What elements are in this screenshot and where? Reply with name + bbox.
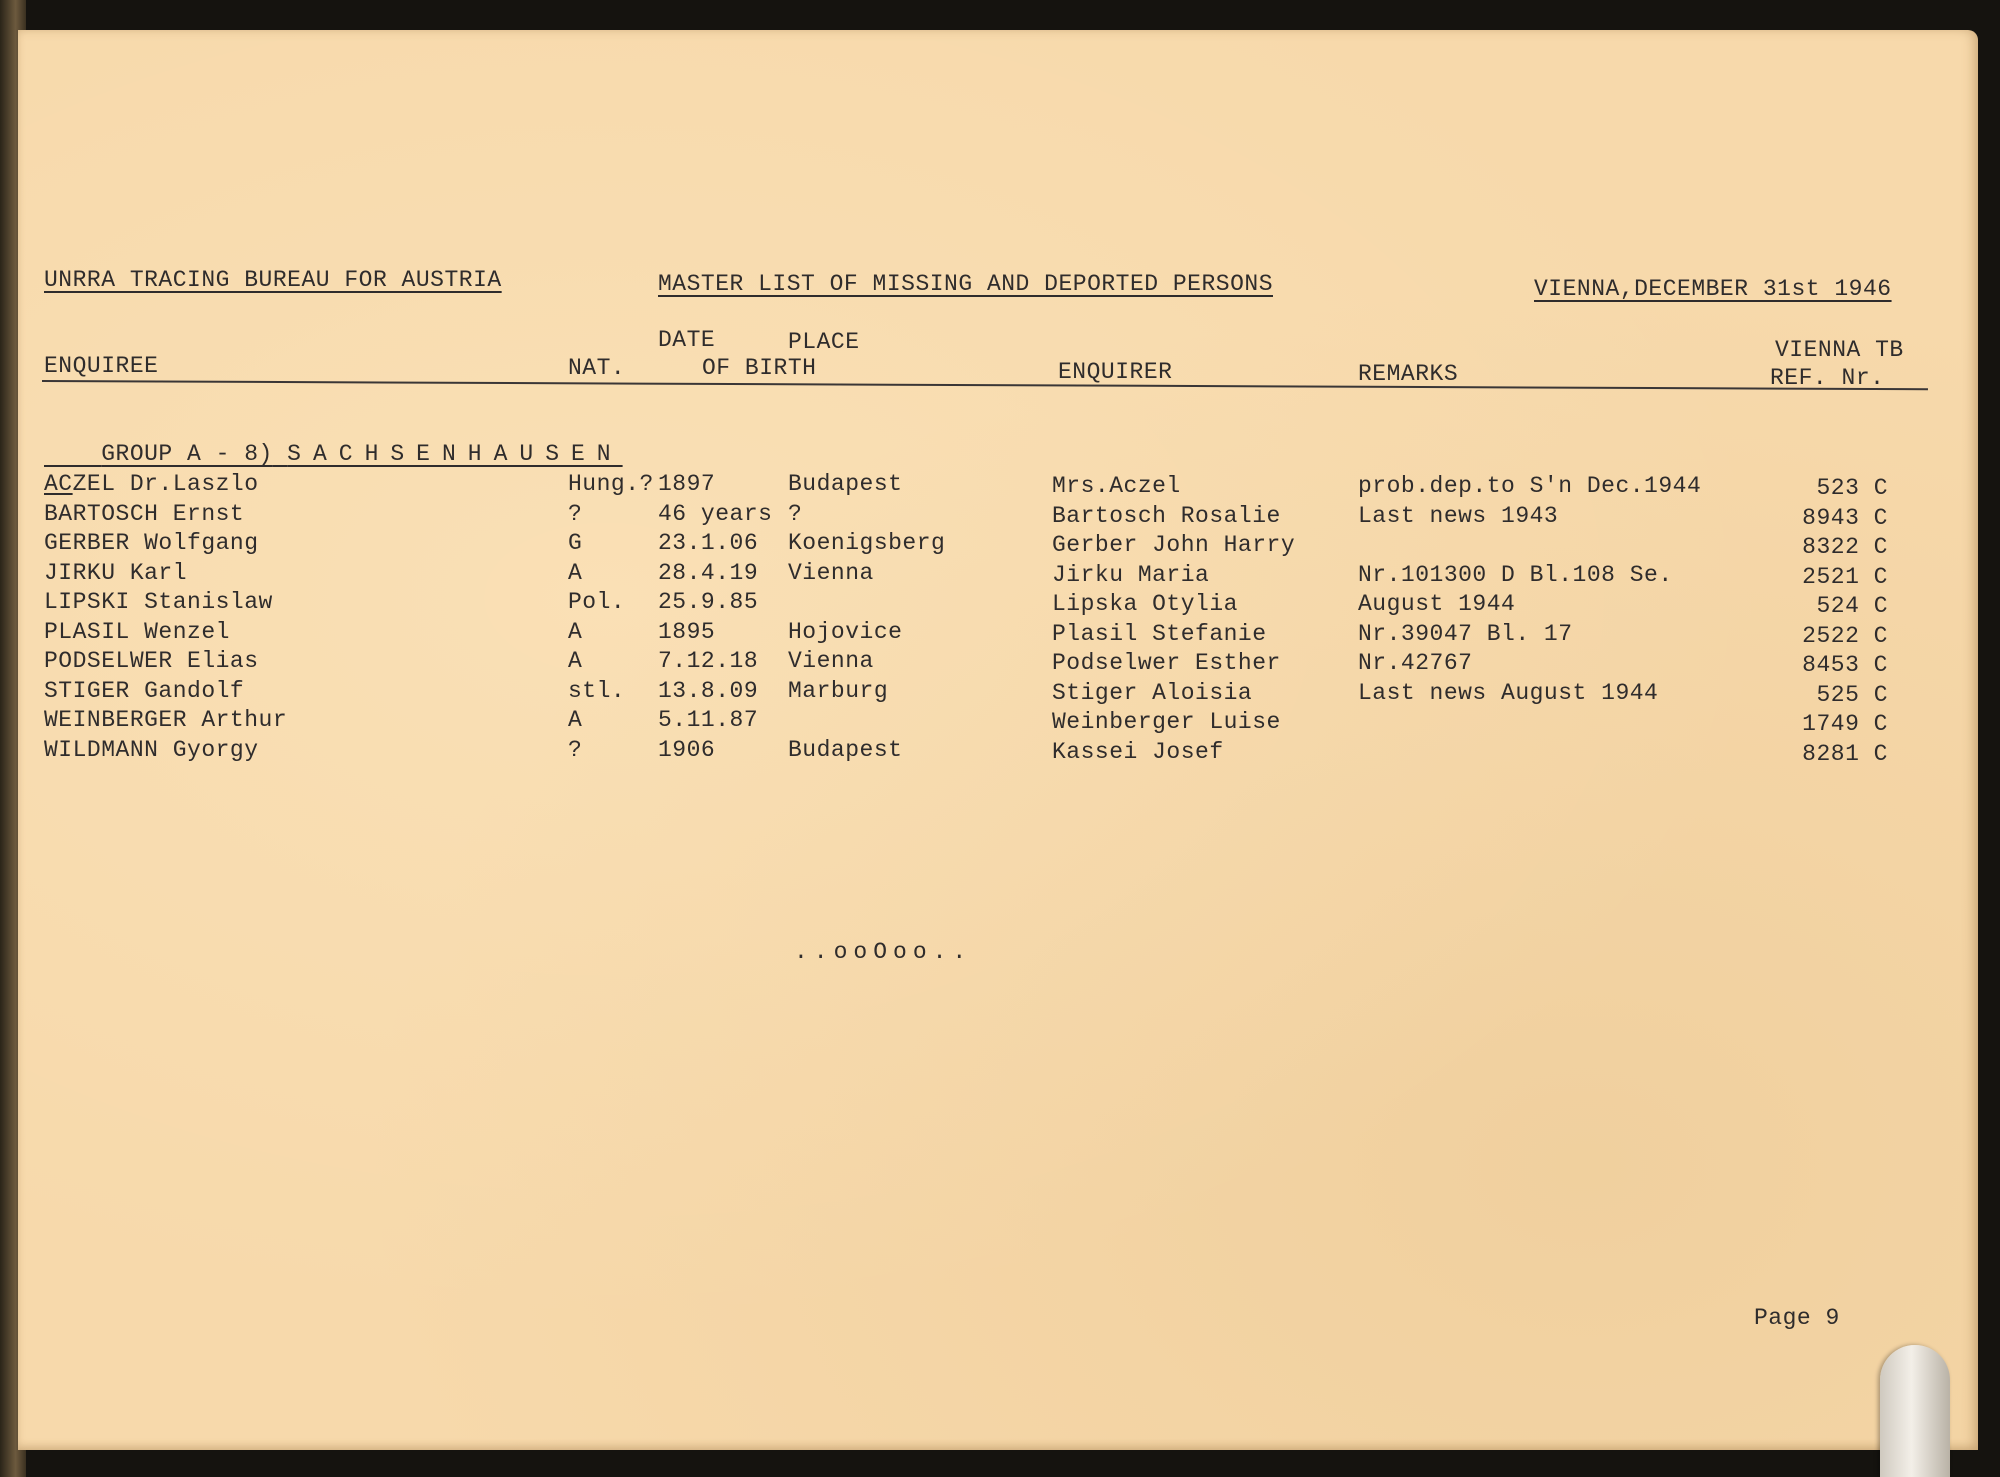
cell-ref: 523 C [1816,475,1888,501]
cell-date: 1897 [658,471,716,497]
cell-enquiree: ACZEL Dr.Laszlo [44,471,259,497]
cell-place: ? [788,500,803,527]
cell-date: 5.11.87 [658,707,759,733]
cell-enquirer: Kassei Josef [1052,738,1224,765]
cell-remarks: Last news August 1944 [1358,679,1659,706]
cell-place: Vienna [788,559,874,586]
cell-nat: G [568,530,583,556]
cell-enquiree: BARTOSCH Ernst [44,500,245,527]
cell-place: Vienna [788,648,874,674]
col-header-enquiree: ENQUIREE [44,353,159,379]
cell-ref: 1749 C [1802,711,1888,737]
cell-place: Marburg [788,677,889,704]
cell-ref: 2521 C [1802,563,1888,590]
header-rule [42,380,1928,390]
cell-remarks: Nr.39047 Bl. 17 [1358,620,1573,647]
cell-ref: 525 C [1816,681,1888,708]
cell-enquirer: Weinberger Luise [1052,709,1281,735]
cell-nat: ? [568,500,583,527]
cell-remarks: Nr.101300 D Bl.108 Se. [1358,561,1673,588]
cell-remarks: August 1944 [1358,591,1516,617]
cell-date: 1906 [658,736,716,763]
cell-remarks: Nr.42767 [1358,650,1473,676]
col-header-ref-line2: REF. Nr. [1770,365,1885,391]
cell-nat: A [568,559,583,586]
cell-date: 7.12.18 [658,648,759,674]
end-separator: ..ooOoo.. [794,939,973,965]
cell-place: Hojovice [788,618,903,645]
page-clip [1880,1345,1950,1477]
cell-ref: 8943 C [1802,504,1888,531]
cell-nat: A [568,707,583,733]
cell-nat: Hung.? [568,471,654,497]
cell-enquiree: PLASIL Wenzel [44,618,230,645]
document-date: VIENNA,DECEMBER 31st 1946 [1534,276,1892,302]
cell-nat: A [568,648,583,674]
cell-date: 46 years [658,500,773,527]
cell-nat: A [568,618,583,645]
col-header-of-birth: OF BIRTH [702,355,817,381]
document-page [18,30,1978,1450]
group-prefix: GROUP A - 8) [101,441,273,467]
col-header-ref-line1: VIENNA TB [1775,337,1904,363]
cell-enquiree: WEINBERGER Arthur [44,707,288,733]
cell-ref: 8322 C [1802,534,1888,560]
col-header-enquirer: ENQUIRER [1058,359,1173,385]
cell-date: 23.1.06 [658,530,759,556]
cell-enquirer: Jirku Maria [1052,561,1210,588]
cell-place: Budapest [788,736,903,763]
cell-ref: 524 C [1816,593,1888,619]
cell-date: 28.4.19 [658,559,759,586]
cell-enquirer: Gerber John Harry [1052,532,1296,558]
group-name: SACHSENHAUSEN [287,441,623,467]
cell-nat: ? [568,736,583,763]
cell-ref: 2522 C [1802,622,1888,649]
cell-enquiree: WILDMANN Gyorgy [44,736,259,763]
cell-enquiree: STIGER Gandolf [44,677,245,704]
cell-place: Budapest [788,471,903,497]
page-number: Page 9 [1754,1305,1840,1331]
cell-enquirer: Plasil Stefanie [1052,620,1267,647]
cell-nat: stl. [568,677,626,704]
cell-enquirer: Mrs.Aczel [1052,473,1181,499]
cell-date: 1895 [658,618,716,645]
cell-ref: 8453 C [1802,652,1888,678]
col-header-remarks: REMARKS [1358,361,1459,387]
org-name: UNRRA TRACING BUREAU FOR AUSTRIA [44,267,502,293]
cell-remarks: Last news 1943 [1358,502,1559,529]
document-title: MASTER LIST OF MISSING AND DEPORTED PERSONS [658,271,1273,297]
cell-date: 13.8.09 [658,677,759,704]
cell-enquiree: GERBER Wolfgang [44,530,259,556]
cell-enquirer: Lipska Otylia [1052,591,1238,617]
cell-enquirer: Stiger Aloisia [1052,679,1253,706]
cell-enquirer: Podselwer Esther [1052,650,1281,676]
col-header-date: DATE [658,327,716,353]
cell-place: Koenigsberg [788,530,946,556]
cell-ref: 8281 C [1802,740,1888,767]
col-header-place: PLACE [788,329,860,355]
cell-enquiree: LIPSKI Stanislaw [44,589,273,615]
cell-nat: Pol. [568,589,626,615]
cell-date: 25.9.85 [658,589,759,615]
cell-enquiree: JIRKU Karl [44,559,188,586]
cell-remarks: prob.dep.to S'n Dec.1944 [1358,473,1702,499]
cell-enquirer: Bartosch Rosalie [1052,502,1281,529]
cell-enquiree: PODSELWER Elias [44,648,259,674]
col-header-nat: NAT. [568,355,626,381]
